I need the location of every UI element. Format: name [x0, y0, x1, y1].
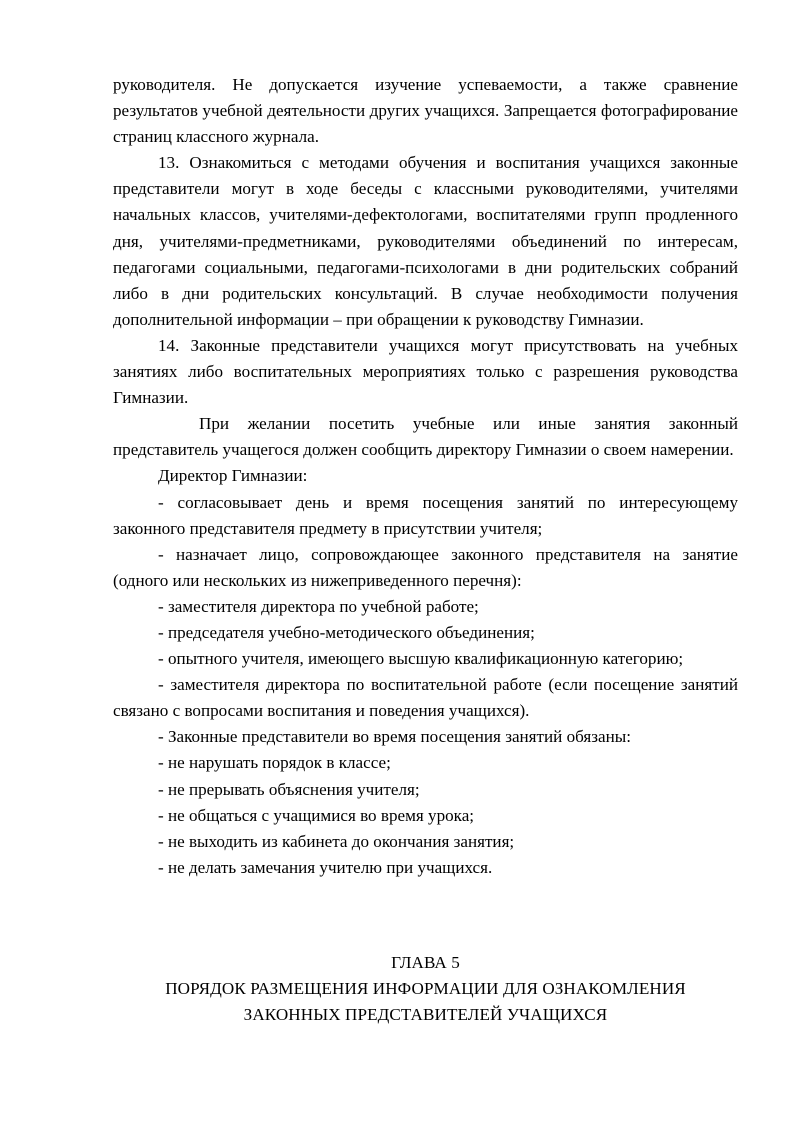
list-item-obligation-4: - не выходить из кабинета до окончания занятия;: [158, 831, 515, 851]
list-item-director-duty-1: - согласовывает день и время посещения занятий по интересующему законного представителя предмету в присутствии учителя;: [113, 492, 738, 538]
document-body: [113, 72, 738, 881]
paragraph-continuation-clause-12: руководителя. Не допускается изучение успеваемости, а также сравнение результатов учебной деятельности других учащихся. Запрещается фотографирование страниц классного журнала.: [113, 75, 738, 147]
paragraph-wish-to-visit: При желании посетить учебные или иные занятия законный представитель учащегося должен сообщить директору Гимназии о своем намерении.: [113, 414, 738, 460]
chapter-heading-title-line-2: ЗАКОННЫХ ПРЕДСТАВИТЕЛЕЙ УЧАЩИХСЯ: [243, 1005, 608, 1025]
paragraph-clause-13: 13. Ознакомиться с методами обучения и воспитания учащихся законные представители могут в ходе беседы с классными руководителями, учителями начальных классов, учителями-дефектологами, воспитателями групп продленного дня, учителями-предметниками, руководителями объединений по интересам, педагогами социальными, педагогами-психологами в дни родительских собраний либо в дни родительских консультаций. В случае необходимости получения дополнительной информации – при обращении к руководству Гимназии.: [113, 153, 738, 329]
paragraph-obligations-label: - Законные представители во время посещения занятий обязаны:: [158, 727, 631, 747]
list-item-obligation-1: - не нарушать порядок в классе;: [158, 753, 391, 773]
paragraph-director-label: Директор Гимназии:: [158, 466, 308, 486]
list-item-escort-1: - заместителя директора по учебной работе;: [158, 596, 479, 616]
paragraph-clause-14: 14. Законные представители учащихся могут присутствовать на учебных занятиях либо воспитательных мероприятиях только с разрешения руководства Гимназии.: [113, 335, 738, 408]
list-item-obligation-3: - не общаться с учащимися во время урока;: [158, 805, 475, 825]
chapter-heading: [113, 950, 738, 1028]
list-item-escort-4: - заместителя директора по воспитательной работе (если посещение занятий связано с вопросами воспитания и поведения учащихся).: [113, 675, 738, 721]
list-item-director-duty-2: - назначает лицо, сопровождающее законного представителя на занятие (одного или нескольких из нижеприведенного перечня):: [113, 544, 738, 590]
list-item-obligation-2: - не прерывать объяснения учителя;: [158, 779, 420, 799]
list-item-escort-2: - председателя учебно-методического объединения;: [158, 622, 535, 642]
list-item-obligation-5: - не делать замечания учителю при учащихся.: [158, 857, 493, 877]
list-item-escort-3: - опытного учителя, имеющего высшую квалификационную категорию;: [158, 649, 684, 669]
chapter-heading-title-line-1: ПОРЯДОК РАЗМЕЩЕНИЯ ИНФОРМАЦИИ ДЛЯ ОЗНАКОМЛЕНИЯ: [165, 979, 686, 999]
chapter-heading-number: ГЛАВА 5: [391, 953, 460, 972]
